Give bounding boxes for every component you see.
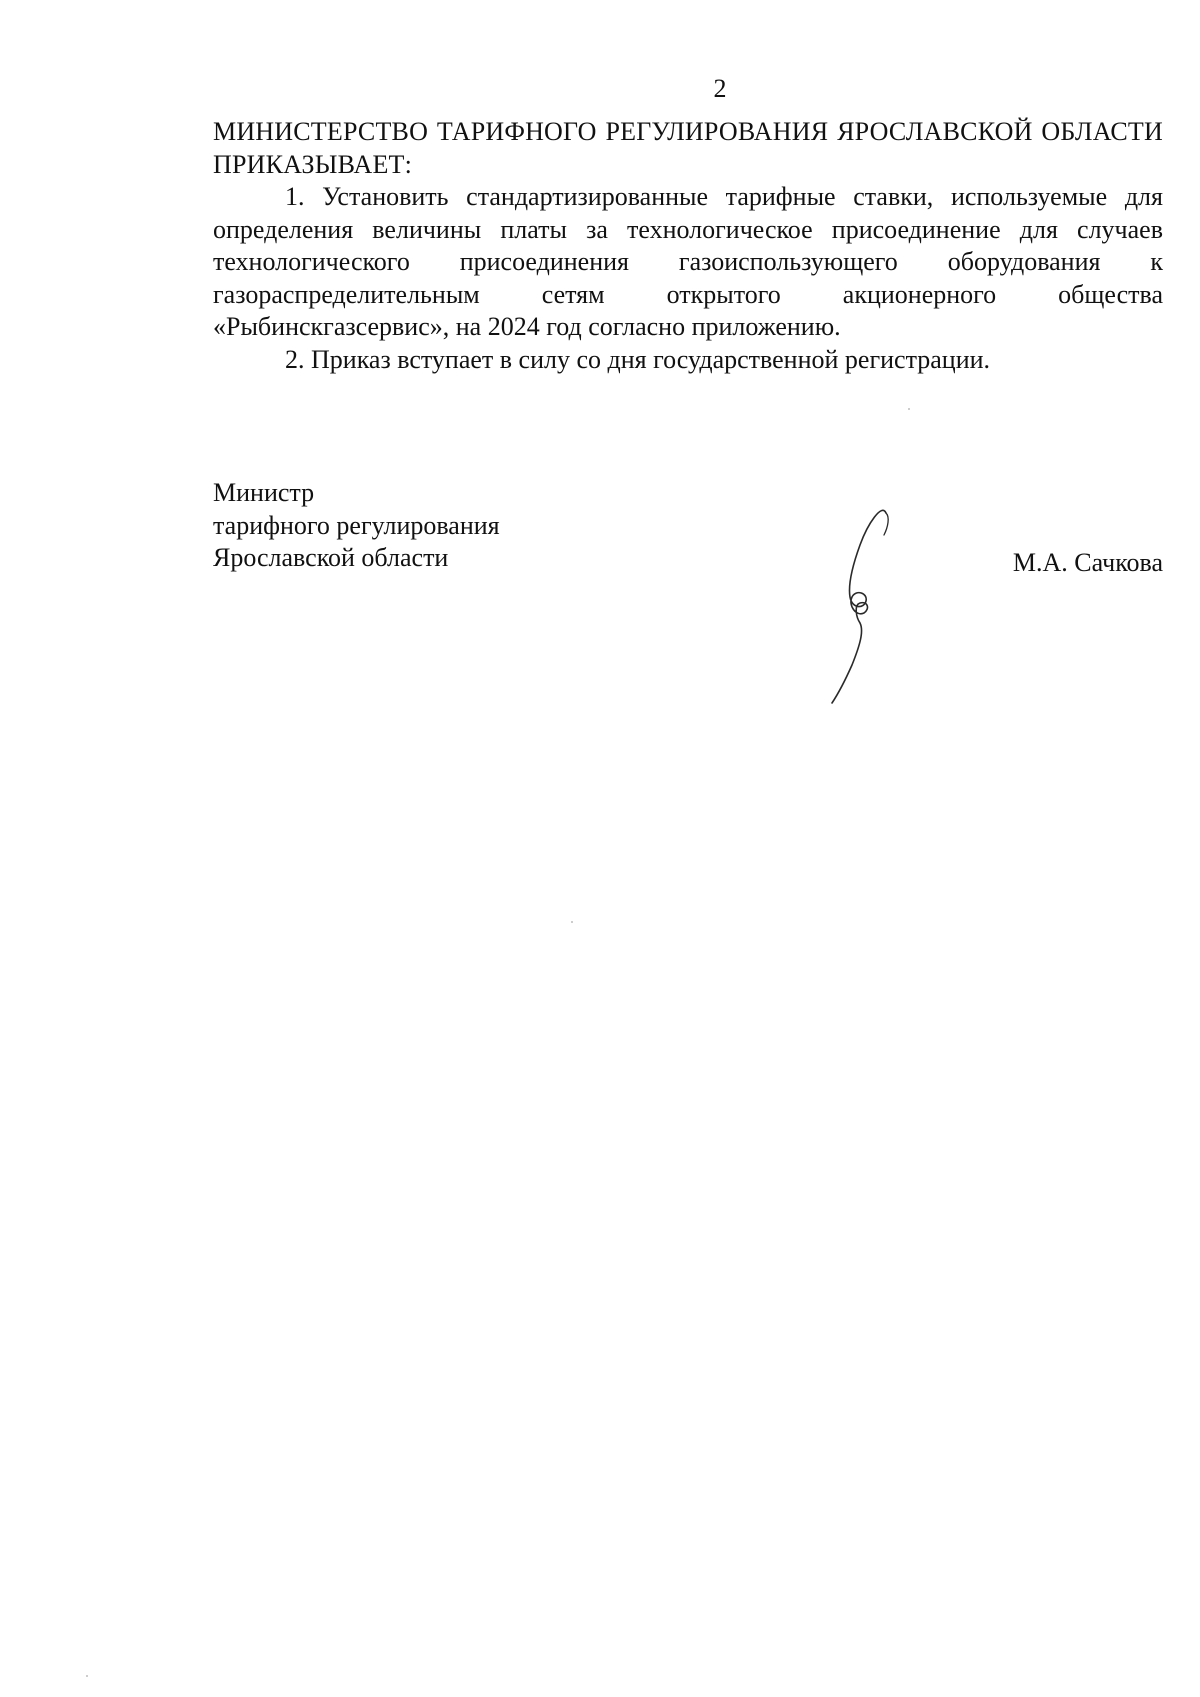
page-number: 2 [713, 74, 727, 103]
signer-name: М.А. Сачкова [1012, 548, 1163, 577]
position-line-3: Ярославской области [213, 543, 449, 572]
order-paragraph-1: 1. Установить стандартизированные тарифные ставки, используемые для определения величины платы за технологическое присоединение для случаев технологического присоединения газоиспользующего оборудования к газораспределительным сетям открытого акционерного общества «Рыбинскгазсервис», на 2024 год согласно приложению. [213, 182, 1163, 341]
position-line-1: Министр [213, 478, 315, 507]
signatory-position [213, 477, 500, 575]
scan-speck [908, 408, 910, 410]
scan-speck [571, 921, 573, 923]
scan-speck [86, 1675, 88, 1677]
order-header: МИНИСТЕРСТВО ТАРИФНОГО РЕГУЛИРОВАНИЯ ЯРОСЛАВСКОЙ ОБЛАСТИ ПРИКАЗЫВАЕТ: [213, 117, 1163, 179]
order-paragraph-2: 2. Приказ вступает в силу со дня государственной регистрации. [285, 344, 991, 374]
order-body [213, 116, 1163, 376]
position-line-2: тарифного регулирования [213, 510, 500, 540]
handwritten-signature [830, 505, 940, 705]
